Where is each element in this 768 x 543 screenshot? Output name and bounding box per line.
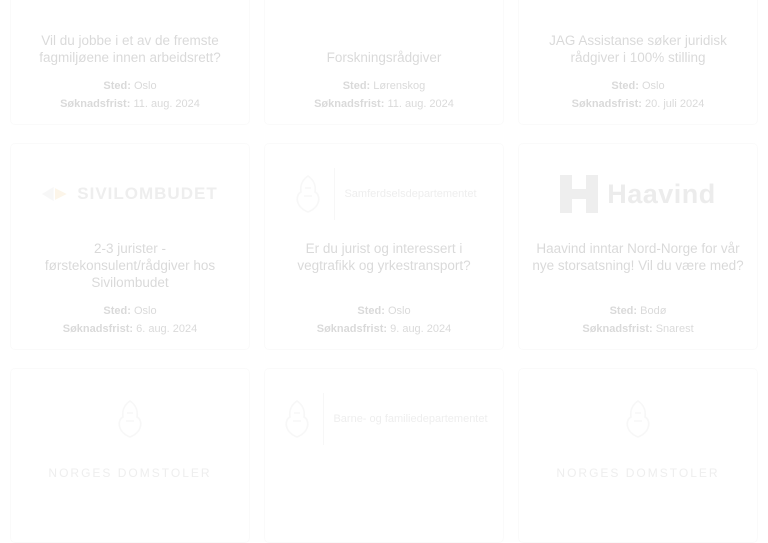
norwegian-lion-icon (113, 399, 147, 439)
job-card-title: Er du jurist og interessert i vegtrafikk og yrkestransport? (297, 241, 471, 273)
job-card[interactable] (264, 368, 504, 543)
job-card-grid (10, 0, 758, 543)
logo-divider (334, 168, 335, 220)
employer-logo-label: SIVILOMBUDET (77, 184, 218, 203)
job-card-place (611, 78, 664, 94)
job-card[interactable] (518, 143, 758, 350)
deadline-label: Søknadsfrist: (571, 98, 642, 110)
deadline-value: 20. juli 2024 (645, 98, 705, 110)
deadline-label: Søknadsfrist: (316, 323, 388, 335)
job-card-deadline (314, 96, 454, 112)
norwegian-lion-icon (280, 399, 314, 439)
employer-logo (277, 158, 491, 230)
place-label: Sted: (357, 305, 385, 317)
employer-logo-label: Barne- og familiedepartementet (333, 413, 488, 425)
employer-logo-label: NORGES DOMSTOLER (48, 466, 212, 480)
deadline-label: Søknadsfrist: (582, 323, 653, 335)
employer-logo (23, 383, 237, 455)
employer-logo (531, 158, 745, 230)
employer-logo-label: Haavind (607, 178, 716, 209)
job-card-place (103, 78, 156, 94)
job-card-deadline (63, 321, 198, 337)
haavind-mark-icon (560, 175, 598, 213)
job-card[interactable] (264, 143, 504, 350)
deadline-value: 11. aug. 2024 (387, 98, 454, 110)
job-card[interactable] (264, 0, 504, 125)
job-card-place (103, 303, 156, 319)
employer-logo-label: Samferdselsdepartementet (344, 188, 477, 200)
job-card-title: 2-3 jurister - førstekonsulent/rådgiver hos Sivilombudet (44, 241, 216, 290)
job-card[interactable] (10, 0, 250, 125)
sivilombudet-icon (42, 174, 68, 214)
job-card-place (610, 303, 667, 319)
norwegian-lion-icon (291, 174, 325, 214)
job-card-title: Forskningsrådgiver (326, 50, 442, 65)
job-card[interactable] (518, 0, 758, 125)
place-value: Bodø (640, 305, 667, 317)
deadline-value: Snarest (655, 323, 694, 335)
deadline-value: 6. aug. 2024 (136, 323, 198, 335)
job-card-place (357, 303, 410, 319)
place-label: Sted: (611, 80, 639, 92)
deadline-label: Søknadsfrist: (314, 98, 385, 110)
job-card-deadline (582, 321, 693, 337)
place-label: Sted: (103, 80, 131, 92)
place-value: Oslo (133, 305, 157, 317)
job-card[interactable] (518, 368, 758, 543)
job-card-title: JAG Assistanse søker juridisk rådgiver i 100% stilling (549, 33, 727, 65)
place-label: Sted: (342, 80, 371, 92)
norwegian-lion-icon (621, 399, 655, 439)
place-value: Oslo (641, 80, 665, 92)
place-value: Oslo (387, 305, 411, 317)
deadline-label: Søknadsfrist: (62, 323, 134, 335)
logo-divider (323, 393, 324, 445)
place-value: Oslo (133, 80, 157, 92)
job-card-place (343, 78, 426, 94)
job-card-deadline (572, 96, 705, 112)
deadline-value: 11. aug. 2024 (133, 98, 200, 110)
place-label: Sted: (103, 305, 131, 317)
job-card[interactable] (10, 368, 250, 543)
job-card-deadline (60, 96, 200, 112)
place-label: Sted: (609, 305, 638, 317)
employer-logo (277, 383, 491, 455)
employer-logo (531, 383, 745, 455)
job-card[interactable] (10, 143, 250, 350)
job-card-title: Vil du jobbe i et av de fremste fagmiljøene innen arbeidsrett? (39, 33, 221, 65)
employer-logo (23, 158, 237, 230)
place-value: Lørenskog (373, 80, 426, 92)
job-card-title: Haavind inntar Nord-Norge for vår nye storsatsning! Vil du være med? (532, 241, 744, 273)
deadline-value: 9. aug. 2024 (390, 323, 452, 335)
employer-logo-label: NORGES DOMSTOLER (556, 466, 720, 480)
deadline-label: Søknadsfrist: (60, 98, 131, 110)
job-card-deadline (317, 321, 452, 337)
